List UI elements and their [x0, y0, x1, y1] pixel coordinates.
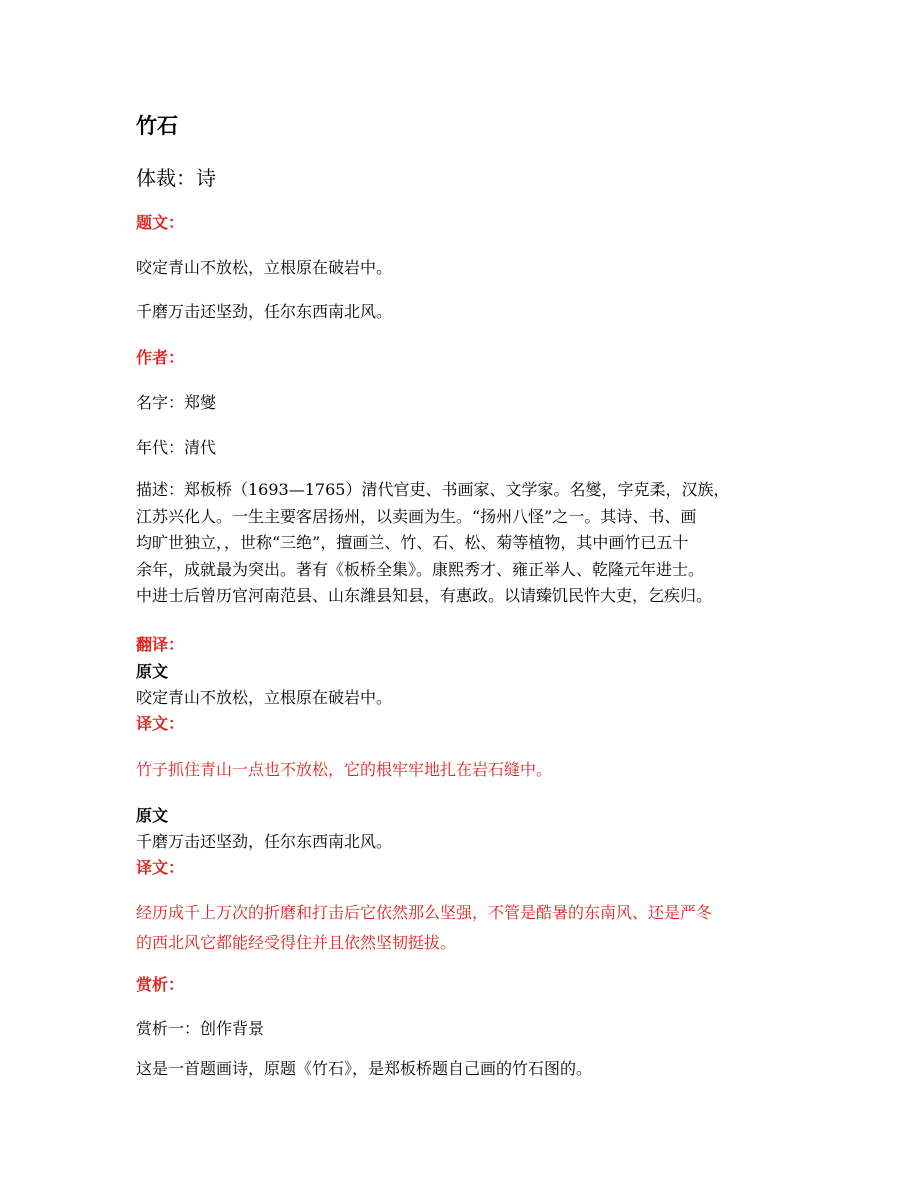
poem-line-1: 咬定青山不放松，立根原在破岩中。: [136, 258, 393, 277]
appreciation-text: 这是一首题画诗，原题《竹石》，是郑板桥题自己画的竹石图的。: [136, 1059, 593, 1078]
translation-text-block: [136, 898, 796, 958]
description-line: 江苏兴化人。一生主要客居扬州，以卖画为生。“扬州八怪”之一。其诗、书、画: [136, 506, 697, 526]
description-line: 均旷世独立，，世称“三绝”，擅画兰、竹、石、松、菊等植物，其中画竹已五十: [136, 533, 689, 552]
description-line: 中进士后曾历官河南范县、山东潍县知县，有惠政。以请臻饥民忤大吏，乞疾归。: [136, 586, 713, 605]
original-text: 千磨万击还坚劲，任尔东西南北风。: [136, 832, 393, 851]
author-label: 作者：: [136, 348, 185, 367]
author-description: [136, 477, 796, 610]
translation-sub-label: 译文：: [136, 858, 185, 877]
description-line: 余年，成就最为突出。著有《板桥全集》。康熙秀才、雍正举人、乾隆元年进士。: [136, 559, 705, 579]
translation-sub-label: 译文：: [136, 714, 185, 733]
poem-label: 题文：: [136, 213, 185, 232]
original-heading: 原文: [136, 806, 169, 825]
translation-line: 的西北风它都能经受得住并且依然坚韧挺拔。: [136, 933, 457, 952]
page-title: 竹石: [136, 113, 178, 138]
translation-label: 翻译：: [136, 635, 185, 654]
author-name: 名字：郑燮: [136, 393, 217, 412]
translation-line: 经历成千上万次的折磨和打击后它依然那么坚强，不管是酷暑的东南风、还是严冬: [136, 903, 713, 922]
appreciation-label: 赏析：: [136, 975, 185, 994]
author-era: 年代：清代: [136, 438, 217, 457]
poem-line-2: 千磨万击还坚劲，任尔东西南北风。: [136, 302, 393, 321]
genre-line: 体裁：诗: [136, 166, 216, 190]
original-text: 咬定青山不放松，立根原在破岩中。: [136, 688, 393, 707]
translation-text: 竹子抓住青山一点也不放松，它的根牢牢地扎在岩石缝中。: [136, 760, 553, 779]
original-heading: 原文: [136, 662, 169, 681]
appreciation-subheading: 赏析一：创作背景: [136, 1019, 265, 1038]
description-line: 描述：郑板桥（1693—1765）清代官吏、书画家、文学家。名燮，字克柔，汉族，: [136, 480, 730, 499]
